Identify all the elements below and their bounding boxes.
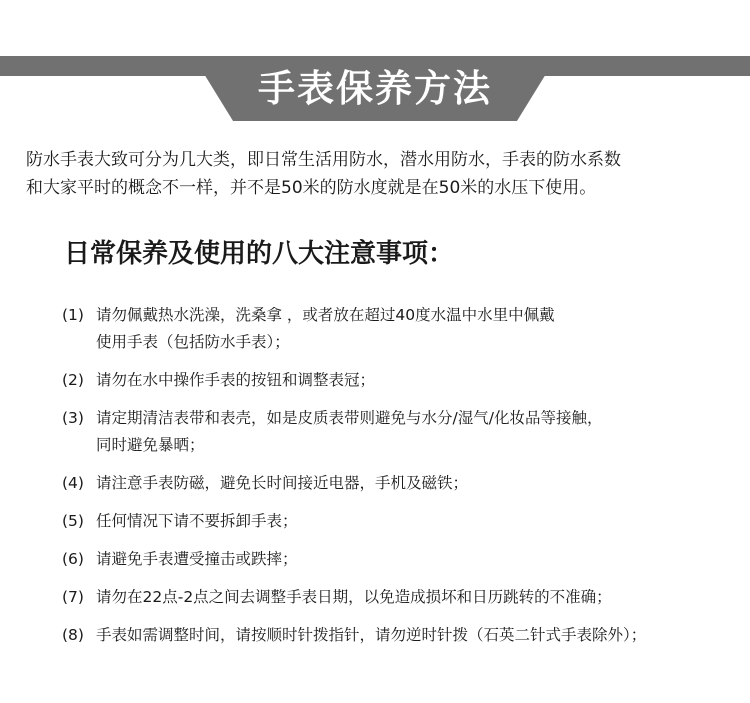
list-item xyxy=(62,470,742,497)
intro-line: 防水手表大致可分为几大类，即日常生活用防水，潜水用防水，手表的防水系数 xyxy=(26,150,621,170)
list-item xyxy=(62,302,742,356)
note-text: 请注意手表防磁，避免长时间接近电器，手机及磁铁； xyxy=(96,474,469,492)
note-number: (2) xyxy=(62,371,84,389)
note-text: 请勿在22点-2点之间去调整手表日期，以免造成损坏和日历跳转的不准确； xyxy=(96,588,612,606)
note-text: 请避免手表遭受撞击或跌摔； xyxy=(96,550,298,568)
note-text: 请定期清洁表带和表壳，如是皮质表带则避免与水分/湿气/化妆品等接触， xyxy=(96,409,603,427)
note-number: (7) xyxy=(62,588,84,606)
list-item xyxy=(62,508,742,535)
list-item xyxy=(62,405,742,459)
list-item xyxy=(62,584,742,611)
note-number: (1) xyxy=(62,306,84,324)
note-text: 手表如需调整时间，请按顺时针拨指针，请勿逆时针拨（石英二针式手表除外）； xyxy=(96,626,647,644)
note-number: (3) xyxy=(62,409,84,427)
note-number: (6) xyxy=(62,550,84,568)
note-text: 同时避免暴晒； xyxy=(96,436,205,454)
note-text: 任何情况下请不要拆卸手表； xyxy=(96,512,298,530)
note-text: 使用手表（包括防水手表）； xyxy=(96,333,290,351)
list-item xyxy=(62,622,742,649)
list-item xyxy=(62,367,742,394)
page-title: 手表保养方法 xyxy=(258,67,492,110)
note-text: 请勿佩戴热水洗澡，洗桑拿 ，或者放在超过40度水温中水里中佩戴 xyxy=(96,306,555,324)
intro-paragraph xyxy=(26,146,740,202)
note-text: 请勿在水中操作手表的按钮和调整表冠； xyxy=(96,371,376,389)
note-number: (5) xyxy=(62,512,84,530)
note-number: (4) xyxy=(62,474,84,492)
note-number: (8) xyxy=(62,626,84,644)
section-heading: 日常保养及使用的八大注意事项： xyxy=(64,239,455,269)
list-item xyxy=(62,546,742,573)
notes-list xyxy=(62,302,742,660)
intro-line: 和大家平时的概念不一样，并不是50米的防水度就是在50米的水压下使用。 xyxy=(26,178,597,198)
